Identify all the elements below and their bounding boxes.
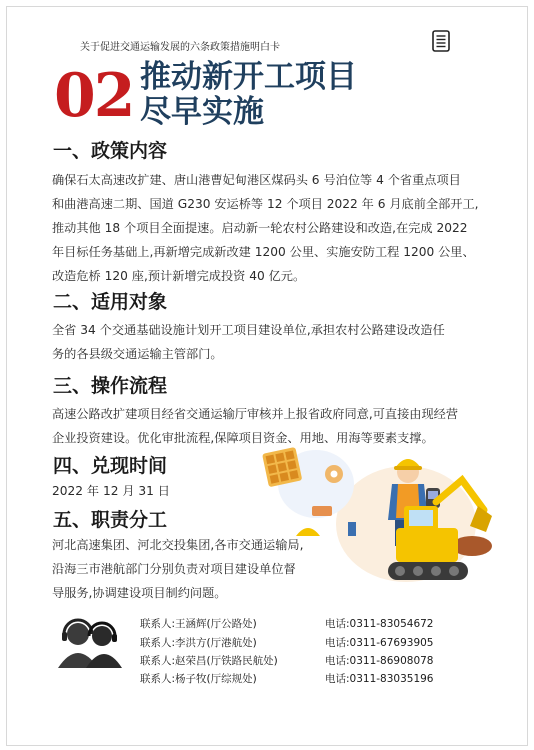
contact-phone: 电话:0311-86908078 [325, 655, 434, 667]
construction-worker-excavator-illustration [256, 444, 500, 590]
tiles-icon [262, 447, 302, 487]
customer-service-headset-icon [56, 612, 124, 670]
contact-row [140, 635, 470, 651]
contact-row [140, 616, 470, 632]
section-body-target [52, 318, 502, 366]
process-line: 高速公路改扩建项目经省交通运输厅审核并上报省政府同意,可直接由现经营 [52, 407, 459, 421]
contact-name: 联系人:王涵辉(厅公路处) [140, 618, 257, 630]
section-heading-target: 二、适用对象 [53, 291, 168, 313]
section-heading-process: 三、操作流程 [53, 375, 168, 397]
process-line: 企业投资建设。优化审批流程,保障项目资金、用地、用海等要素支撑。 [52, 431, 434, 445]
page-title [140, 60, 357, 130]
section-body-process [52, 402, 502, 450]
section-heading-policy: 一、政策内容 [53, 140, 168, 162]
helmet-small-icon [296, 528, 320, 536]
contact-row [140, 671, 470, 687]
header-note: 关于促进交通运输发展的六条政策措施明白卡 [80, 42, 280, 53]
target-line: 全省 34 个交通基础设施计划开工项目建设单位,承担农村公路建设改造任 [52, 323, 445, 337]
contact-phone: 电话:0311-83035196 [325, 673, 434, 685]
section-body-policy [52, 168, 502, 288]
target-line: 务的各县级交通运输主管部门。 [52, 347, 223, 361]
deadline-date: 2022 年 12 月 31 日 [52, 484, 170, 498]
responsibility-line: 导服务,协调建设项目制约问题。 [52, 586, 227, 600]
section-heading-responsibility: 五、职责分工 [53, 509, 168, 531]
responsibility-line: 沿海三市港航部门分别负责对项目建设单位督 [52, 562, 296, 576]
contact-row [140, 653, 470, 669]
contact-name: 联系人:杨子牧(厅综规处) [140, 673, 257, 685]
contact-phone: 电话:0311-67693905 [325, 637, 434, 649]
section-heading-deadline: 四、兑现时间 [53, 455, 168, 477]
policy-line: 年目标任务基础上,再新增完成新改建 1200 公里、实施安防工程 1200 公里、 [52, 245, 475, 259]
section-body-deadline [52, 479, 252, 503]
document-icon [432, 30, 450, 52]
policy-line: 确保石太高速改扩建、唐山港曹妃甸港区煤码头 6 号泊位等 4 个省重点项目 [52, 173, 461, 187]
contact-name: 联系人:李洪方(厅港航处) [140, 637, 257, 649]
policy-number: 02 [54, 61, 134, 131]
policy-line: 和曲港高速二期、国道 G230 安运桥等 12 个项目 2022 年 6 月底前全部开工, [52, 197, 479, 211]
policy-line: 推动其他 18 个项目全面提速。启动新一轮农村公路建设和改造,在完成 2022 [52, 221, 468, 235]
page-title-line-1: 推动新开工项目 [140, 59, 357, 95]
brick-icon [312, 506, 332, 516]
contact-phone: 电话:0311-83054672 [325, 618, 434, 630]
policy-line: 改造危桥 120 座,预计新增完成投资 40 亿元。 [52, 269, 306, 283]
cone-icon [348, 522, 356, 536]
responsibility-line: 河北高速集团、河北交投集团,各市交通运输局, [52, 538, 304, 552]
contact-name: 联系人:赵荣昌(厅铁路民航处) [140, 655, 278, 667]
page-title-line-2: 尽早实施 [140, 94, 264, 130]
